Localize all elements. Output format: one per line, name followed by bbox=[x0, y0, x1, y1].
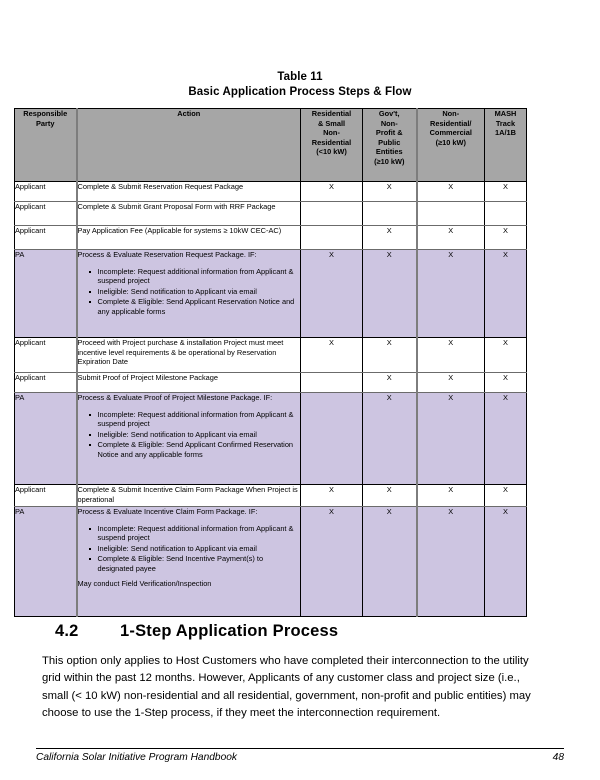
section-number: 4.2 bbox=[55, 622, 79, 640]
action-lead-text: Proceed with Project purchase & installation Project must meet incentive level requirements & be operational by Reservation Expiration Date bbox=[77, 338, 284, 367]
cell-mark-gov-nonprofit-public: X bbox=[363, 226, 417, 250]
cell-mark-gov-nonprofit-public: X bbox=[363, 338, 417, 373]
action-bullet-item: Complete & Eligible: Send Applicant Reservation Notice and any applicable forms bbox=[89, 297, 301, 317]
cell-mark-mash-track: X bbox=[485, 507, 527, 617]
cell-mark-gov-nonprofit-public: X bbox=[363, 250, 417, 338]
cell-responsible-party: PA bbox=[15, 507, 77, 617]
action-bullet-list bbox=[78, 267, 301, 317]
cell-action bbox=[77, 250, 301, 338]
column-header-action: Action bbox=[77, 109, 301, 182]
column-header-residential-small-nonresidential: Residential & Small Non- Residential (<10 kW) bbox=[301, 109, 363, 182]
page-footer bbox=[36, 748, 564, 763]
cell-responsible-party: PA bbox=[15, 250, 77, 338]
action-bullet-item: Incomplete: Request additional information from Applicant & suspend project bbox=[89, 524, 301, 544]
cell-mark-nonresidential-commercial: X bbox=[417, 485, 485, 507]
cell-mark-nonresidential-commercial: X bbox=[417, 226, 485, 250]
cell-mark-gov-nonprofit-public bbox=[363, 202, 417, 226]
section-paragraph: This option only applies to Host Customers who have completed their interconnection to the utility grid within the past 12 months. However, Applicants of any customer class and project size (i.e., small (< 10 kW) non-residential and all residential, government, non-profit and public entities) may choose to use the 1-Step process, if they meet the interconnection requirement. bbox=[42, 655, 531, 720]
cell-mark-residential-small-nonresidential: X bbox=[301, 338, 363, 373]
cell-mark-mash-track: X bbox=[485, 182, 527, 202]
action-lead-text: Pay Application Fee (Applicable for systems ≥ 10kW CEC-AC) bbox=[77, 226, 282, 235]
table-row bbox=[15, 485, 527, 507]
table-title-line-2: Basic Application Process Steps & Flow bbox=[188, 86, 412, 98]
column-header-nonresidential-commercial: Non- Residential/ Commercial (≥10 kW) bbox=[417, 109, 485, 182]
cell-mark-gov-nonprofit-public: X bbox=[363, 393, 417, 485]
cell-action bbox=[77, 226, 301, 250]
cell-mark-residential-small-nonresidential bbox=[301, 373, 363, 393]
column-header-gov-nonprofit-public: Gov't, Non- Profit & Public Entities (≥10 kW) bbox=[363, 109, 417, 182]
table-row bbox=[15, 250, 527, 338]
action-bullet-item: Incomplete: Request additional information from Applicant & suspend project bbox=[89, 267, 301, 287]
action-bullet-item: Ineligible: Send notification to Applicant via email bbox=[89, 544, 301, 554]
cell-responsible-party: Applicant bbox=[15, 202, 77, 226]
process-table-container bbox=[14, 108, 526, 617]
table-header-row bbox=[15, 109, 527, 182]
cell-responsible-party: Applicant bbox=[15, 182, 77, 202]
table-row bbox=[15, 182, 527, 202]
action-lead-text: Process & Evaluate Proof of Project Milestone Package. IF: bbox=[77, 393, 273, 402]
footer-document-title: California Solar Initiative Program Handbook bbox=[36, 752, 238, 763]
action-bullet-list bbox=[78, 410, 301, 460]
action-tail-text: May conduct Field Verification/Inspection bbox=[77, 579, 212, 589]
cell-mark-mash-track: X bbox=[485, 250, 527, 338]
cell-responsible-party: Applicant bbox=[15, 338, 77, 373]
column-header-responsible-party: Responsible Party bbox=[15, 109, 77, 182]
cell-mark-mash-track: X bbox=[485, 338, 527, 373]
cell-responsible-party: PA bbox=[15, 393, 77, 485]
table-row bbox=[15, 338, 527, 373]
cell-action bbox=[77, 373, 301, 393]
cell-action bbox=[77, 338, 301, 373]
cell-action bbox=[77, 485, 301, 507]
action-bullet-item: Complete & Eligible: Send Applicant Confirmed Reservation Notice and any applicable forms bbox=[89, 440, 301, 460]
action-lead-text: Complete & Submit Grant Proposal Form with RRF Package bbox=[77, 202, 276, 211]
cell-mark-gov-nonprofit-public: X bbox=[363, 182, 417, 202]
cell-mark-residential-small-nonresidential bbox=[301, 202, 363, 226]
action-lead-text: Complete & Submit Incentive Claim Form Package When Project is operational bbox=[77, 485, 298, 504]
cell-action bbox=[77, 393, 301, 485]
footer-page-number: 48 bbox=[552, 752, 564, 763]
cell-mark-gov-nonprofit-public: X bbox=[363, 507, 417, 617]
cell-action bbox=[77, 202, 301, 226]
cell-mark-nonresidential-commercial: X bbox=[417, 373, 485, 393]
action-bullet-list bbox=[78, 524, 301, 574]
column-header-mash-track: MASH Track 1A/1B bbox=[485, 109, 527, 182]
table-row bbox=[15, 226, 527, 250]
cell-mark-nonresidential-commercial: X bbox=[417, 393, 485, 485]
section-title: 1-Step Application Process bbox=[120, 622, 339, 640]
table-row bbox=[15, 202, 527, 226]
cell-responsible-party: Applicant bbox=[15, 226, 77, 250]
table-title bbox=[0, 70, 600, 100]
action-lead-text: Complete & Submit Reservation Request Package bbox=[77, 182, 244, 191]
cell-mark-residential-small-nonresidential: X bbox=[301, 250, 363, 338]
cell-mark-mash-track: X bbox=[485, 393, 527, 485]
cell-mark-residential-small-nonresidential bbox=[301, 393, 363, 485]
cell-mark-mash-track: X bbox=[485, 485, 527, 507]
cell-mark-residential-small-nonresidential: X bbox=[301, 485, 363, 507]
section-heading bbox=[55, 622, 555, 641]
table-row bbox=[15, 393, 527, 485]
cell-action bbox=[77, 507, 301, 617]
cell-mark-residential-small-nonresidential bbox=[301, 226, 363, 250]
action-bullet-item: Complete & Eligible: Send Incentive Payment(s) to designated payee bbox=[89, 554, 301, 574]
action-lead-text: Submit Proof of Project Milestone Package bbox=[77, 373, 218, 382]
cell-mark-nonresidential-commercial: X bbox=[417, 338, 485, 373]
cell-mark-residential-small-nonresidential: X bbox=[301, 507, 363, 617]
cell-mark-gov-nonprofit-public: X bbox=[363, 373, 417, 393]
cell-mark-mash-track bbox=[485, 202, 527, 226]
cell-mark-nonresidential-commercial: X bbox=[417, 507, 485, 617]
table-row bbox=[15, 373, 527, 393]
action-bullet-item: Ineligible: Send notification to Applicant via email bbox=[89, 287, 301, 297]
cell-mark-nonresidential-commercial bbox=[417, 202, 485, 226]
process-table bbox=[14, 108, 527, 617]
cell-mark-mash-track: X bbox=[485, 373, 527, 393]
cell-mark-gov-nonprofit-public: X bbox=[363, 485, 417, 507]
cell-mark-nonresidential-commercial: X bbox=[417, 250, 485, 338]
action-bullet-item: Incomplete: Request additional information from Applicant & suspend project bbox=[89, 410, 301, 430]
table-title-line-1: Table 11 bbox=[277, 71, 323, 83]
cell-mark-mash-track: X bbox=[485, 226, 527, 250]
cell-mark-residential-small-nonresidential: X bbox=[301, 182, 363, 202]
cell-mark-nonresidential-commercial: X bbox=[417, 182, 485, 202]
action-lead-text: Process & Evaluate Reservation Request Package. IF: bbox=[77, 250, 257, 259]
cell-responsible-party: Applicant bbox=[15, 485, 77, 507]
table-body bbox=[15, 182, 527, 617]
action-bullet-item: Ineligible: Send notification to Applicant via email bbox=[89, 430, 301, 440]
table-row bbox=[15, 507, 527, 617]
cell-responsible-party: Applicant bbox=[15, 373, 77, 393]
cell-action bbox=[77, 182, 301, 202]
action-lead-text: Process & Evaluate Incentive Claim Form Package. IF: bbox=[77, 507, 258, 516]
